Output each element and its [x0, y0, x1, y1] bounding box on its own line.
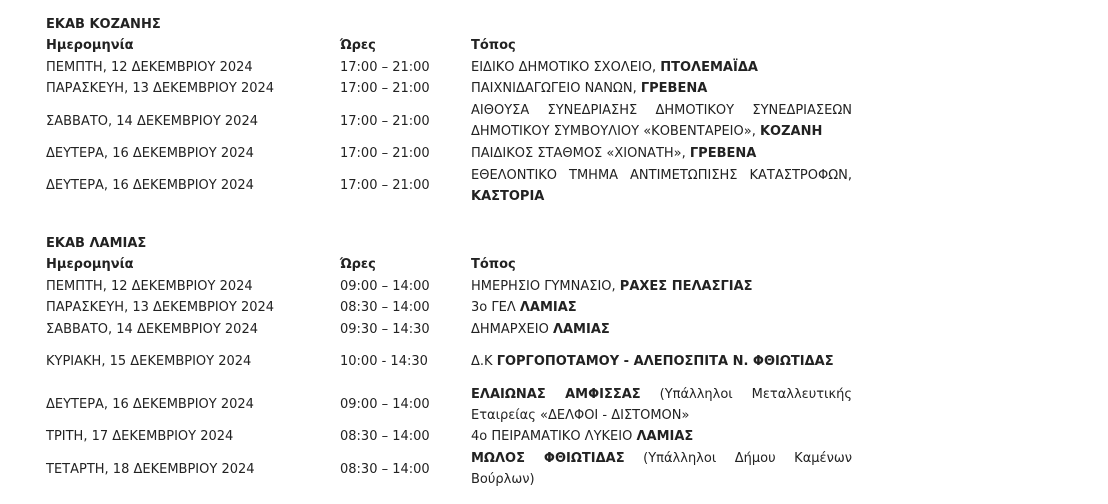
row-time: 08:30 – 14:00 [340, 429, 430, 445]
place-text: ΕΙΔΙΚΟ ΔΗΜΟΤΙΚΟ ΣΧΟΛΕΙΟ, [471, 59, 661, 75]
section-title: ΕΚΑΒ ΚΟΖΑΝΗΣ [46, 17, 161, 32]
place-text: ΠΑΙΧΝΙΔΑΓΩΓΕΙΟ ΝΑΝΩΝ, [471, 81, 641, 97]
row-date: ΚΥΡΙΑΚΗ, 15 ΔΕΚΕΜΒΡΙΟΥ 2024 [46, 354, 252, 369]
row-date: ΔΕΥΤΕΡΑ, 16 ΔΕΚΕΜΒΡΙΟΥ 2024 [46, 145, 254, 161]
row-date: ΔΕΥΤΕΡΑ, 16 ΔΕΚΕΜΒΡΙΟΥ 2024 [46, 397, 254, 412]
place-location: ΓΡΕΒΕΝΑ [689, 145, 757, 161]
place-text: ΠΑΙΔΙΚΟΣ ΣΤΑΘΜΟΣ «ΧΙΟΝΑΤΗ», [471, 145, 690, 161]
row-date: ΔΕΥΤΕΡΑ, 16 ΔΕΚΕΜΒΡΙΟΥ 2024 [46, 178, 254, 193]
section-lamia [46, 233, 852, 491]
row-time: 10:00 - 14:30 [340, 354, 428, 369]
row-time: 08:30 – 14:00 [340, 461, 430, 477]
row-place [471, 448, 852, 491]
row-date: ΠΑΡΑΣΚΕΥΗ, 13 ΔΕΚΕΜΒΡΙΟΥ 2024 [46, 300, 275, 316]
row-place [471, 57, 852, 79]
row-time: 17:00 – 21:00 [340, 59, 430, 75]
place-text: ΗΜΕΡΗΣΙΟ ΓΥΜΝΑΣΙΟ, [471, 278, 620, 294]
place-text: 4ο ΠΕΙΡΑΜΑΤΙΚΟ ΛΥΚΕΙΟ [471, 429, 637, 445]
place-note: (Υπάλληλοι Μεταλλευτικής Εταιρείας «ΔΕΛΦΟΙ - ΔΙΣΤΟΜΟΝ» [471, 386, 852, 423]
row-time: 17:00 – 21:00 [340, 178, 430, 193]
table-row [46, 57, 852, 79]
place-text: 3ο ΓΕΛ [471, 300, 520, 316]
table-row [46, 100, 852, 143]
row-place [471, 297, 852, 319]
table-row [46, 448, 852, 491]
row-time: 09:00 – 14:00 [340, 397, 430, 412]
table-row [46, 340, 852, 383]
row-date: ΣΑΒΒΑΤΟ, 14 ΔΕΚΕΜΒΡΙΟΥ 2024 [46, 321, 258, 337]
row-time: 17:00 – 21:00 [340, 81, 430, 97]
table-header [46, 254, 852, 276]
row-date: ΠΕΜΠΤΗ, 12 ΔΕΚΕΜΒΡΙΟΥ 2024 [46, 278, 253, 294]
place-location: ΚΟΖΑΝΗ [759, 124, 823, 139]
table-row [46, 164, 852, 207]
table-row [46, 276, 852, 298]
place-text: ΕΘΕΛΟΝΤΙΚΟ ΤΜΗΜΑ ΑΝΤΙΜΕΤΩΠΙΣΗΣ ΚΑΤΑΣΤΡΟΦΩΝ, [471, 167, 852, 183]
table-row [46, 383, 852, 426]
place-text: Δ.Κ [471, 354, 497, 369]
row-place [471, 100, 852, 143]
place-text: ΔΗΜΑΡΧΕΙΟ [471, 321, 553, 337]
row-time: 17:00 – 21:00 [340, 113, 430, 129]
place-location: ΚΑΣΤΟΡΙΑ [471, 188, 545, 204]
table-header [46, 35, 852, 57]
place-note: (Υπάλληλοι Δήμου Καμένων Βούρλων) [471, 451, 852, 487]
place-location: ΓΟΡΓΟΠΟΤΑΜΟΥ - ΑΛΕΠΟΣΠΙΤΑ Ν. ΦΘΙΩΤΙΔΑΣ [496, 354, 834, 369]
table-row [46, 143, 852, 165]
section-kozani [46, 14, 852, 207]
header-time: Ώρες [340, 38, 376, 54]
table-row [46, 426, 852, 448]
row-date: ΤΕΤΑΡΤΗ, 18 ΔΕΚΕΜΒΡΙΟΥ 2024 [46, 461, 255, 477]
row-date: ΠΑΡΑΣΚΕΥΗ, 13 ΔΕΚΕΜΒΡΙΟΥ 2024 [46, 81, 275, 97]
row-time: 17:00 – 21:00 [340, 145, 430, 161]
table-row [46, 319, 852, 341]
place-location: ΛΑΜΙΑΣ [636, 429, 694, 445]
place-location: ΠΤΟΛΕΜΑΪΔΑ [660, 59, 758, 75]
header-date: Ημερομηνία [46, 38, 134, 54]
place-location: ΡΑΧΕΣ ΠΕΛΑΣΓΙΑΣ [619, 278, 753, 294]
table-row [46, 297, 852, 319]
row-place [471, 78, 852, 100]
row-place [471, 383, 852, 426]
place-location: ΓΡΕΒΕΝΑ [640, 81, 708, 97]
row-place [471, 319, 852, 341]
place-location: ΕΛΑΙΩΝΑΣ ΑΜΦΙΣΣΑΣ [471, 386, 641, 402]
table-row [46, 78, 852, 100]
header-date: Ημερομηνία [46, 257, 134, 273]
place-location: ΛΑΜΙΑΣ [519, 300, 577, 316]
row-time: 09:00 – 14:00 [340, 278, 430, 294]
row-place [471, 143, 852, 165]
place-text: ΑΙΘΟΥΣΑ ΣΥΝΕΔΡΙΑΣΗΣ ΔΗΜΟΤΙΚΟΥ ΣΥΝΕΔΡΙΑΣΕΩΝ ΔΗΜΟΤΙΚΟΥ ΣΥΜΒΟΥΛΙΟΥ «ΚΟΒΕΝΤΑΡΕΙΟ», [471, 103, 852, 139]
header-place: Τόπος [471, 257, 516, 273]
header-time: Ώρες [340, 257, 376, 273]
header-place: Τόπος [471, 38, 516, 54]
row-time: 09:30 – 14:30 [340, 321, 430, 337]
row-date: ΤΡΙΤΗ, 17 ΔΕΚΕΜΒΡΙΟΥ 2024 [46, 429, 234, 445]
row-place [471, 426, 852, 448]
place-location: ΛΑΜΙΑΣ [552, 321, 610, 337]
row-place [471, 164, 852, 207]
row-date: ΣΑΒΒΑΤΟ, 14 ΔΕΚΕΜΒΡΙΟΥ 2024 [46, 113, 258, 129]
place-location: ΜΩΛΟΣ ΦΘΙΩΤΙΔΑΣ [471, 451, 625, 466]
section-title: ΕΚΑΒ ΛΑΜΙΑΣ [46, 236, 147, 251]
row-time: 08:30 – 14:00 [340, 300, 430, 316]
row-date: ΠΕΜΠΤΗ, 12 ΔΕΚΕΜΒΡΙΟΥ 2024 [46, 59, 253, 75]
row-place [471, 340, 852, 383]
row-place [471, 276, 852, 298]
